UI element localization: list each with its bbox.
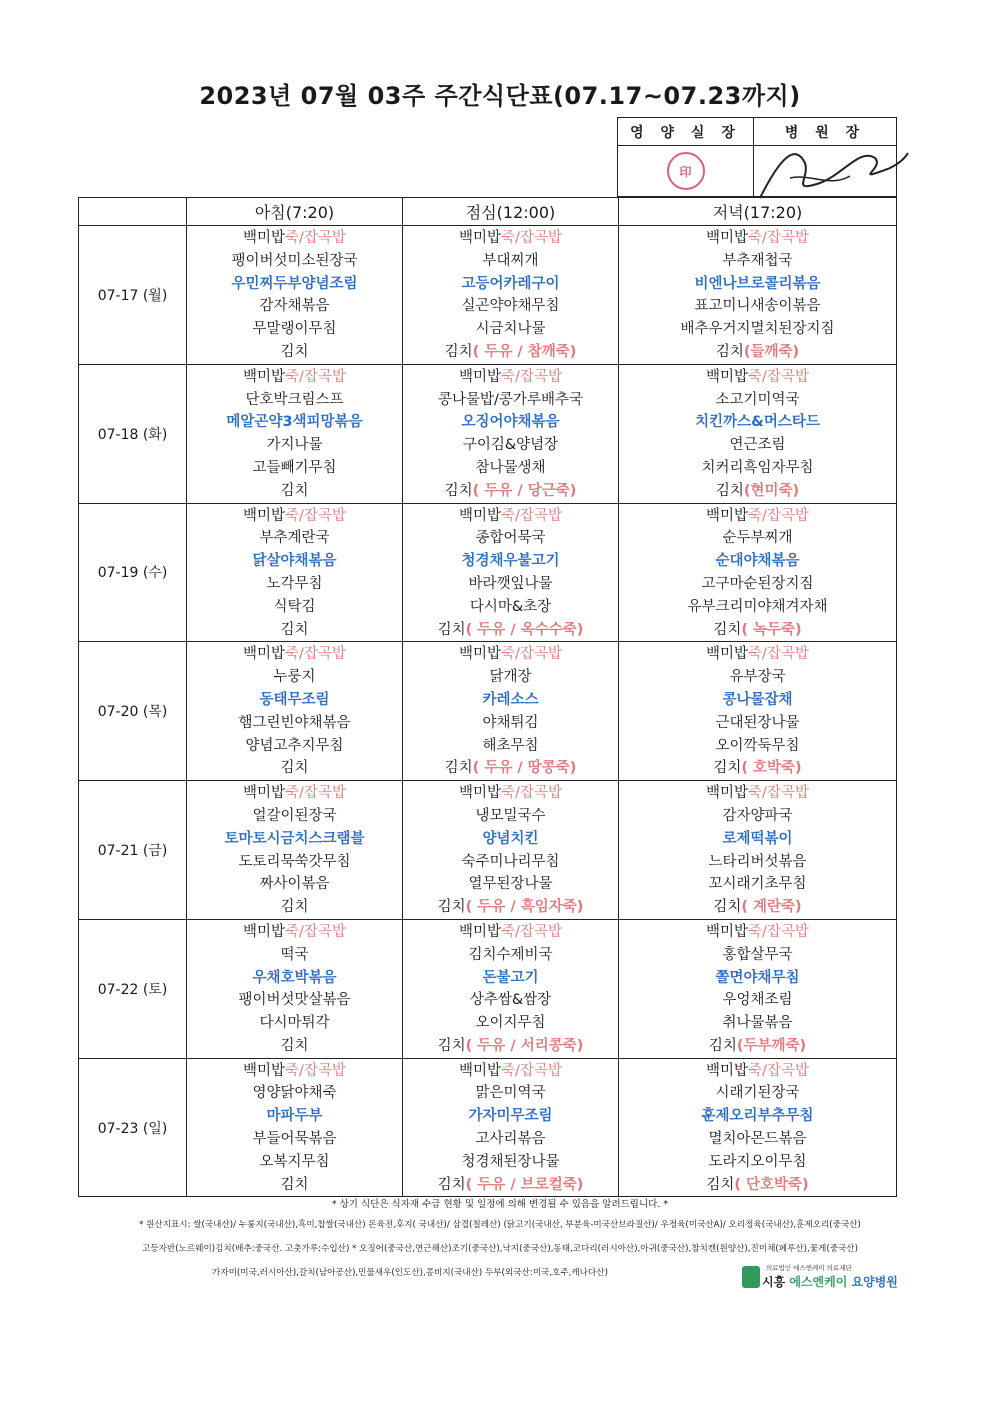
dinner-cell xyxy=(619,503,897,642)
hospital-logo-icon xyxy=(742,1266,760,1288)
side-dish: 취나물볶음 xyxy=(722,1015,793,1032)
porridge-option: ( 두유 / 옥수수죽) xyxy=(465,621,584,638)
origin-line-2: 고등자반(노르웨이)김치(배추:중국산. 고춧가루:수입산) * 오징어(중국산,연근해산)조기(중국산),낙지(중국산),동태,코다리(러시아산),아귀(중국산),참치캔(원양산),진미채(페루산),꽃게(중국산) xyxy=(142,1244,858,1254)
rice-line xyxy=(619,1060,896,1083)
origin-line-3: 가자미(미국,러시아산),갈치(남아공산),민물새우(인도산),콩비지(국내산) 두부(외국산:미국,호주,캐나다산) xyxy=(212,1268,608,1278)
day-date: 07-20 (목) xyxy=(79,642,187,781)
rice: 백미밥 xyxy=(459,646,502,663)
side-dish: 근대된장나물 xyxy=(715,714,800,731)
rice-line xyxy=(187,921,402,944)
rice-line xyxy=(619,782,896,805)
rice: 백미밥 xyxy=(706,230,749,246)
dinner-cell xyxy=(619,1058,897,1197)
kimchi: 김치 xyxy=(280,482,309,499)
kimchi-line xyxy=(187,1174,402,1197)
side-dish: 멸치아몬드볶음 xyxy=(708,1131,807,1148)
table-row xyxy=(79,781,897,920)
kimchi-line xyxy=(187,341,402,364)
kimchi: 김치 xyxy=(708,1037,737,1054)
kimchi-line xyxy=(187,757,402,780)
lunch-cell xyxy=(403,642,619,781)
rice: 백미밥 xyxy=(459,785,502,802)
side-dish: 실곤약야채무침 xyxy=(461,298,560,315)
rice-line xyxy=(187,782,402,805)
side-dish: 배추우거지멸치된장지짐 xyxy=(680,321,835,338)
rice: 백미밥 xyxy=(459,230,502,246)
side-dish: 팽이버섯미소된장국 xyxy=(231,252,358,269)
main-dish: 순대야채볶음 xyxy=(715,553,800,570)
director-label: 병 원 장 xyxy=(754,118,896,146)
side-dish: 오복지무침 xyxy=(259,1153,330,1170)
side-dish: 해초무침 xyxy=(482,737,539,754)
kimchi: 김치 xyxy=(444,760,473,777)
rice: 백미밥 xyxy=(706,1062,749,1079)
lunch-cell xyxy=(403,1058,619,1197)
hospital-city: 시흥 xyxy=(762,1275,786,1289)
side-dish: 부추재첩국 xyxy=(722,252,793,269)
kimchi-line xyxy=(619,619,896,642)
rice-line xyxy=(187,366,402,389)
main-dish: 카레소스 xyxy=(482,691,539,708)
kimchi: 김치 xyxy=(713,899,742,916)
rice-line xyxy=(403,227,618,250)
hospital-type: 요양병원 xyxy=(851,1275,898,1289)
kimchi: 김치 xyxy=(437,621,466,638)
rice: 백미밥 xyxy=(459,923,502,940)
porridge-option: ( 녹두죽) xyxy=(741,621,802,638)
alt-rice: 죽/잡곡밥 xyxy=(501,1062,562,1079)
lunch-cell xyxy=(403,781,619,920)
alt-rice: 죽/잡곡밥 xyxy=(285,230,346,246)
side-dish: 바라깻잎나물 xyxy=(468,575,553,592)
kimchi: 김치 xyxy=(713,760,742,777)
side-dish: 맑은미역국 xyxy=(475,1085,546,1102)
side-dish: 참나물생채 xyxy=(475,459,546,476)
header-dinner: 저녁(17:20) xyxy=(619,198,897,226)
seal-stamp-icon: 印 xyxy=(667,152,705,190)
rice: 백미밥 xyxy=(459,368,502,385)
side-dish: 부추계란국 xyxy=(259,530,330,547)
alt-rice: 죽/잡곡밥 xyxy=(748,923,809,940)
main-dish: 콩나물잡채 xyxy=(722,691,793,708)
side-dish: 연근조림 xyxy=(729,437,786,454)
porridge-option: ( 두유 / 참깨죽) xyxy=(472,343,577,360)
alt-rice: 죽/잡곡밥 xyxy=(285,646,346,663)
side-dish: 김치수제비국 xyxy=(468,946,553,963)
rice-line xyxy=(403,366,618,389)
porridge-option: (현미죽) xyxy=(743,482,800,499)
side-dish: 표고미니새송이볶음 xyxy=(694,298,821,315)
hospital-brand: 에스엔케이 xyxy=(789,1275,848,1289)
side-dish: 시금치나물 xyxy=(475,321,546,338)
alt-rice: 죽/잡곡밥 xyxy=(501,230,562,246)
main-dish: 우민찌두부양념조림 xyxy=(231,275,358,292)
kimchi: 김치 xyxy=(715,482,744,499)
kimchi-line xyxy=(619,1174,896,1197)
rice-line xyxy=(619,643,896,666)
side-dish: 감자양파국 xyxy=(722,807,793,824)
table-row xyxy=(79,226,897,365)
side-dish: 다시마튀각 xyxy=(259,1015,330,1032)
kimchi-line xyxy=(403,619,618,642)
porridge-option: ( 두유 / 흑임자죽) xyxy=(465,899,584,916)
porridge-option: (들깨죽) xyxy=(743,343,800,360)
main-dish: 마파두부 xyxy=(266,1108,323,1125)
table-row xyxy=(79,503,897,642)
lunch-cell xyxy=(403,503,619,642)
porridge-option: ( 두유 / 서리콩죽) xyxy=(465,1037,584,1054)
rice: 백미밥 xyxy=(706,368,749,385)
header-lunch: 점심(12:00) xyxy=(403,198,619,226)
alt-rice: 죽/잡곡밥 xyxy=(501,368,562,385)
kimchi-line xyxy=(619,896,896,919)
kimchi: 김치 xyxy=(437,1176,466,1193)
main-dish: 동태무조림 xyxy=(259,691,330,708)
kimchi-line xyxy=(403,1174,618,1197)
kimchi-line xyxy=(187,480,402,503)
alt-rice: 죽/잡곡밥 xyxy=(285,1062,346,1079)
rice-line xyxy=(187,643,402,666)
side-dish: 소고기미역국 xyxy=(715,391,800,408)
porridge-option: ( 단호박죽) xyxy=(734,1176,809,1193)
side-dish: 도토리묵쑥갓무침 xyxy=(238,853,351,870)
page-title: 2023년 07월 03주 주간식단표(07.17~07.23까지) xyxy=(199,82,801,110)
rice-line xyxy=(403,921,618,944)
kimchi: 김치 xyxy=(280,1176,309,1193)
origin-line-1: * 원산지표시: 쌀(국내산)/ 누룽지(국내산),흑미,찹쌀(국내산) 돈육전,후지( 국내산)/ 삼겹(칠레산) (닭고기(국내산, 부분육-미국산브라질산)/ 우정육(미국산A)/ 오리정육(국내산),훈제오리(중국산) xyxy=(139,1220,861,1230)
alt-rice: 죽/잡곡밥 xyxy=(501,507,562,524)
side-dish: 구이김&양념장 xyxy=(462,437,559,454)
kimchi: 김치 xyxy=(437,1037,466,1054)
kimchi-line xyxy=(403,757,618,780)
side-dish: 닭개장 xyxy=(489,669,532,686)
kimchi-line xyxy=(187,619,402,642)
rice-line xyxy=(403,505,618,528)
rice: 백미밥 xyxy=(459,507,502,524)
side-dish: 고구마순된장지짐 xyxy=(701,575,814,592)
side-dish: 부들어묵볶음 xyxy=(252,1131,337,1148)
rice-line xyxy=(187,227,402,250)
day-date: 07-22 (토) xyxy=(79,919,187,1058)
rice-line xyxy=(403,782,618,805)
table-row xyxy=(79,642,897,781)
hospital-sub-label: 의료법인 에스엔케이 의료재단 xyxy=(766,1264,852,1272)
alt-rice: 죽/잡곡밥 xyxy=(285,368,346,385)
side-dish: 얼갈이된장국 xyxy=(252,807,337,824)
main-dish: 양념치킨 xyxy=(482,830,539,847)
main-dish: 로제떡볶이 xyxy=(722,830,793,847)
main-dish: 비엔나브로콜리볶음 xyxy=(694,275,821,292)
hospital-logo xyxy=(742,1263,898,1293)
side-dish: 청경채된장나물 xyxy=(461,1153,560,1170)
porridge-option: ( 두유 / 땅콩죽) xyxy=(472,760,577,777)
alt-rice: 죽/잡곡밥 xyxy=(748,785,809,802)
kimchi: 김치 xyxy=(280,343,309,360)
rice: 백미밥 xyxy=(243,923,286,940)
breakfast-cell xyxy=(187,642,403,781)
side-dish: 무말랭이무침 xyxy=(252,321,337,338)
header-breakfast: 아침(7:20) xyxy=(187,198,403,226)
alt-rice: 죽/잡곡밥 xyxy=(285,507,346,524)
side-dish: 다시마&초장 xyxy=(469,598,552,615)
kimchi: 김치 xyxy=(706,1176,735,1193)
main-dish: 오징어야채볶음 xyxy=(461,414,560,431)
breakfast-cell xyxy=(187,226,403,365)
main-dish: 우채호박볶음 xyxy=(252,969,337,986)
alt-rice: 죽/잡곡밥 xyxy=(748,507,809,524)
side-dish: 식탁김 xyxy=(273,598,316,615)
side-dish: 단호박크림스프 xyxy=(245,391,344,408)
side-dish: 콩나물밥/콩가루배추국 xyxy=(438,391,583,408)
side-dish: 도라지오이무침 xyxy=(708,1153,807,1170)
dietitian-stamp-cell xyxy=(618,146,754,196)
main-dish: 고등어카레구이 xyxy=(461,275,560,292)
rice: 백미밥 xyxy=(706,923,749,940)
rice-line xyxy=(619,227,896,250)
side-dish: 순두부찌개 xyxy=(722,530,793,547)
rice-line xyxy=(187,505,402,528)
side-dish: 종합어묵국 xyxy=(475,530,546,547)
kimchi-line xyxy=(403,341,618,364)
side-dish: 오이깍둑무침 xyxy=(715,737,800,754)
main-dish: 훈제오리부추무침 xyxy=(701,1108,814,1125)
kimchi-line xyxy=(619,341,896,364)
kimchi: 김치 xyxy=(280,760,309,777)
kimchi: 김치 xyxy=(444,343,473,360)
rice: 백미밥 xyxy=(243,230,286,246)
alt-rice: 죽/잡곡밥 xyxy=(748,1062,809,1079)
kimchi: 김치 xyxy=(437,899,466,916)
side-dish: 유부크리미야채겨자채 xyxy=(687,598,828,615)
rice: 백미밥 xyxy=(243,368,286,385)
side-dish: 햄그린빈야채볶음 xyxy=(238,714,351,731)
porridge-option: ( 호박죽) xyxy=(741,760,802,777)
side-dish: 우엉채조림 xyxy=(722,992,793,1009)
alt-rice: 죽/잡곡밥 xyxy=(748,368,809,385)
alt-rice: 죽/잡곡밥 xyxy=(501,785,562,802)
table-header-row xyxy=(79,198,897,226)
table-row xyxy=(79,919,897,1058)
dinner-cell xyxy=(619,919,897,1058)
kimchi: 김치 xyxy=(715,343,744,360)
lunch-cell xyxy=(403,364,619,503)
side-dish: 떡국 xyxy=(280,946,309,963)
rice-line xyxy=(403,643,618,666)
kimchi-line xyxy=(403,896,618,919)
rice: 백미밥 xyxy=(459,1062,502,1079)
rice-line xyxy=(619,921,896,944)
side-dish: 시래기된장국 xyxy=(715,1085,800,1102)
alt-rice: 죽/잡곡밥 xyxy=(748,646,809,663)
side-dish: 냉모밀국수 xyxy=(475,807,546,824)
dinner-cell xyxy=(619,642,897,781)
day-date: 07-17 (월) xyxy=(79,226,187,365)
alt-rice: 죽/잡곡밥 xyxy=(285,923,346,940)
side-dish: 영양닭야채죽 xyxy=(252,1085,337,1102)
kimchi-line xyxy=(403,480,618,503)
rice: 백미밥 xyxy=(243,785,286,802)
main-dish: 가자미무조림 xyxy=(468,1108,553,1125)
side-dish: 양념고추지무침 xyxy=(245,737,344,754)
breakfast-cell xyxy=(187,1058,403,1197)
rice-line xyxy=(403,1060,618,1083)
kimchi-line xyxy=(403,1035,618,1058)
kimchi-line xyxy=(619,757,896,780)
day-date: 07-19 (수) xyxy=(79,503,187,642)
side-dish: 팽이버섯맛살볶음 xyxy=(238,992,351,1009)
kimchi: 김치 xyxy=(280,621,309,638)
side-dish: 야채튀김 xyxy=(482,714,539,731)
side-dish: 부대찌개 xyxy=(482,252,539,269)
weekly-menu-table xyxy=(78,197,897,1197)
side-dish: 홍합살무국 xyxy=(722,946,793,963)
table-row xyxy=(79,364,897,503)
dinner-cell xyxy=(619,226,897,365)
side-dish: 유부장국 xyxy=(729,669,786,686)
side-dish: 꼬시래기초무침 xyxy=(708,876,807,893)
kimchi-line xyxy=(619,1035,896,1058)
kimchi: 김치 xyxy=(280,1037,309,1054)
main-dish: 청경채우불고기 xyxy=(461,553,560,570)
day-date: 07-23 (일) xyxy=(79,1058,187,1197)
breakfast-cell xyxy=(187,364,403,503)
breakfast-cell xyxy=(187,919,403,1058)
side-dish: 숙주미나리무침 xyxy=(461,853,560,870)
porridge-option: ( 두유 / 당근죽) xyxy=(472,482,577,499)
rice-line xyxy=(187,1060,402,1083)
hospital-name xyxy=(762,1273,898,1290)
kimchi-line xyxy=(187,1035,402,1058)
dinner-cell xyxy=(619,364,897,503)
side-dish: 감자채볶음 xyxy=(259,298,330,315)
header-blank xyxy=(79,198,187,226)
kimchi: 김치 xyxy=(713,621,742,638)
breakfast-cell xyxy=(187,503,403,642)
side-dish: 가지나물 xyxy=(266,437,323,454)
kimchi-line xyxy=(187,896,402,919)
rice: 백미밥 xyxy=(706,507,749,524)
kimchi: 김치 xyxy=(280,899,309,916)
kimchi: 김치 xyxy=(444,482,473,499)
rice: 백미밥 xyxy=(706,785,749,802)
kimchi-line xyxy=(619,480,896,503)
alt-rice: 죽/잡곡밥 xyxy=(285,785,346,802)
alt-rice: 죽/잡곡밥 xyxy=(501,923,562,940)
main-dish: 치킨까스&머스타드 xyxy=(695,414,820,431)
breakfast-cell xyxy=(187,781,403,920)
side-dish: 노각무침 xyxy=(266,575,323,592)
side-dish: 누룽지 xyxy=(273,669,316,686)
porridge-option: ( 두유 / 브로컬죽) xyxy=(465,1176,584,1193)
dietitian-label: 영 양 실 장 xyxy=(618,118,754,146)
rice: 백미밥 xyxy=(706,646,749,663)
day-date: 07-21 (금) xyxy=(79,781,187,920)
main-dish: 돈불고기 xyxy=(482,969,539,986)
rice: 백미밥 xyxy=(243,1062,286,1079)
side-dish: 상추쌈&쌈장 xyxy=(469,992,552,1009)
side-dish: 느타리버섯볶음 xyxy=(708,853,807,870)
side-dish: 고사리볶음 xyxy=(475,1131,546,1148)
main-dish: 닭살야채볶음 xyxy=(252,553,337,570)
side-dish: 짜사이볶음 xyxy=(259,876,330,893)
rice-line xyxy=(619,366,896,389)
side-dish: 오이지무침 xyxy=(475,1015,546,1032)
rice: 백미밥 xyxy=(243,507,286,524)
main-dish: 토마토시금치스크램블 xyxy=(224,830,365,847)
porridge-option: ( 계란죽) xyxy=(741,899,802,916)
main-dish: 메알곤약3색피망볶음 xyxy=(226,414,363,431)
side-dish: 치커리흑임자무침 xyxy=(701,459,814,476)
day-date: 07-18 (화) xyxy=(79,364,187,503)
change-notice: * 상기 식단은 식자재 수급 현황 및 일정에 의해 변경될 수 있음을 알려드립니다. * xyxy=(331,1199,669,1210)
side-dish: 열무된장나물 xyxy=(468,876,553,893)
dinner-cell xyxy=(619,781,897,920)
alt-rice: 죽/잡곡밥 xyxy=(748,230,809,246)
lunch-cell xyxy=(403,226,619,365)
table-row xyxy=(79,1058,897,1197)
main-dish: 쫄면야채무침 xyxy=(715,969,800,986)
alt-rice: 죽/잡곡밥 xyxy=(501,646,562,663)
porridge-option: (두부깨죽) xyxy=(736,1037,807,1054)
rice-line xyxy=(619,505,896,528)
side-dish: 고들빼기무침 xyxy=(252,459,337,476)
rice: 백미밥 xyxy=(243,646,286,663)
lunch-cell xyxy=(403,919,619,1058)
